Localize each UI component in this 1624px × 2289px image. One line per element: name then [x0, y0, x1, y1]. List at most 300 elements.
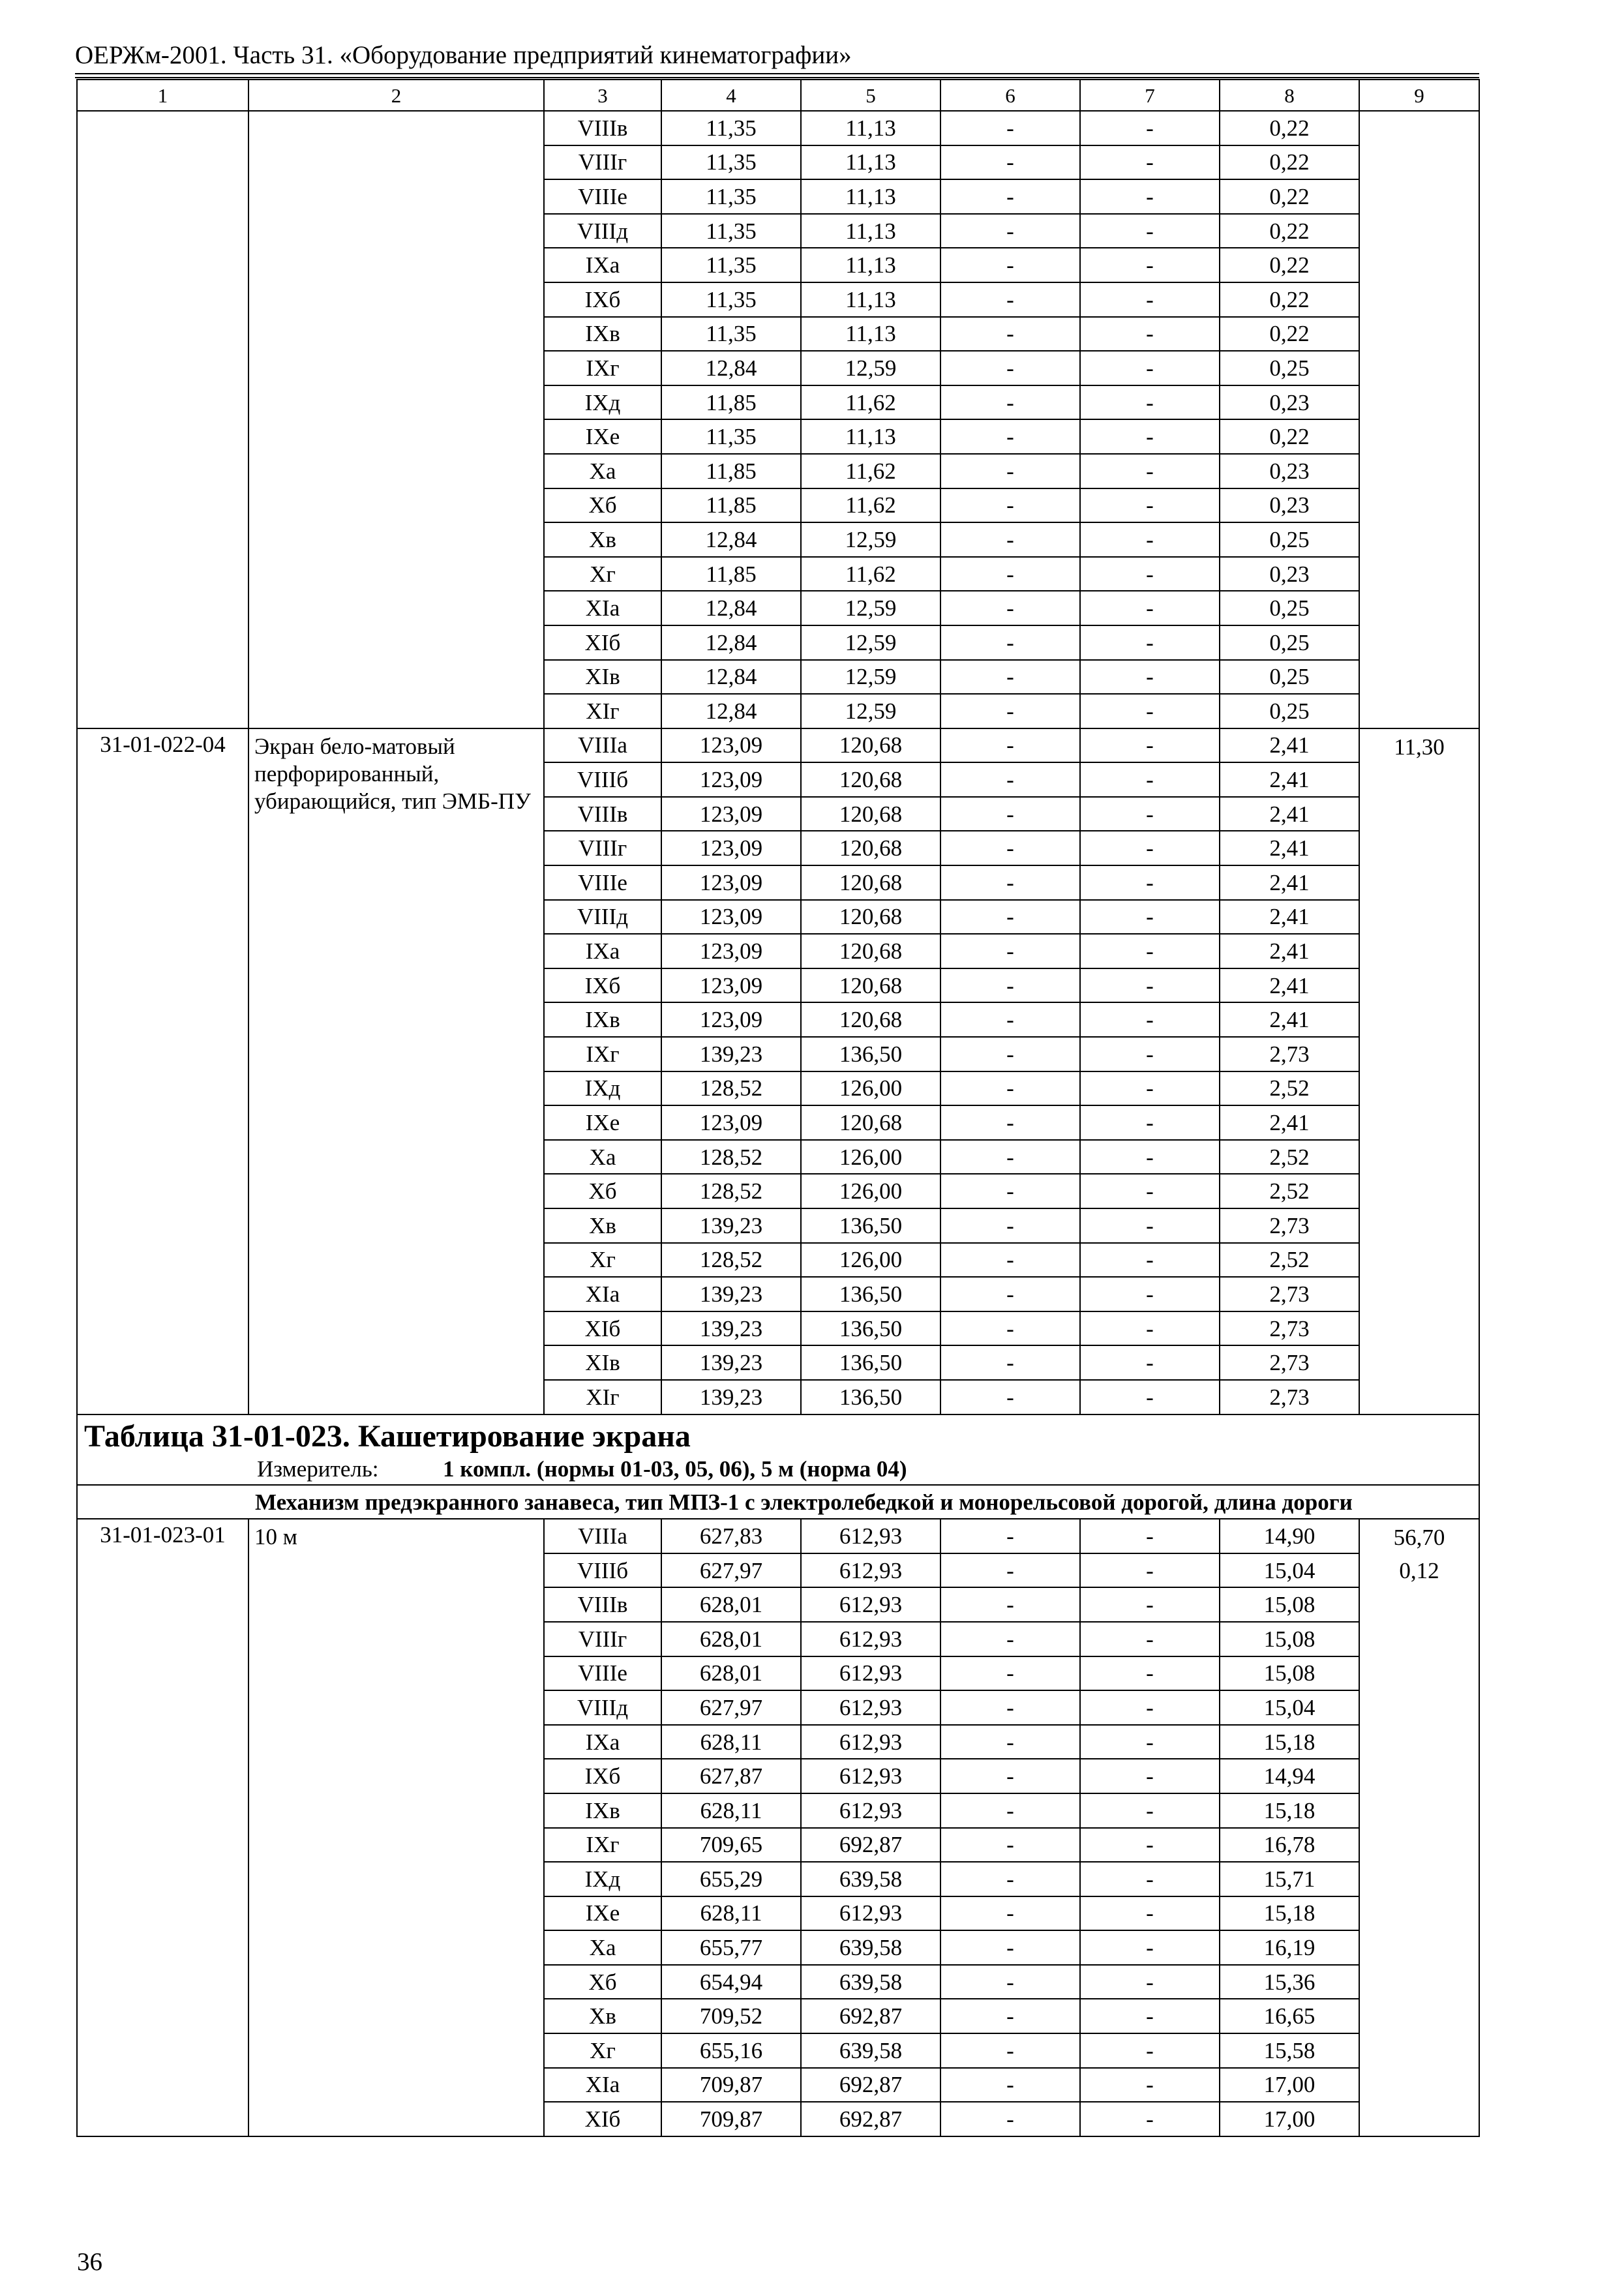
section-row	[77, 1414, 1479, 1486]
cell-total-cost: 709,52	[661, 1999, 801, 2033]
cell-labor-cost: 136,50	[801, 1208, 940, 1243]
cell-materials-cost: 15,18	[1220, 1725, 1359, 1759]
cell-labor-cost: 12,59	[801, 351, 940, 385]
cell-resource-category: XIа	[544, 2068, 661, 2102]
cell-resource-category: VIIIб	[544, 762, 661, 797]
cell-machinist-wage: -	[1080, 1656, 1220, 1691]
cell-resource-category: VIIIв	[544, 1587, 661, 1622]
col-number: 3	[544, 80, 661, 111]
cell-machinist-wage: -	[1080, 1311, 1220, 1346]
cell-machinist-wage: -	[1080, 1105, 1220, 1140]
cell-labor-cost: 11,13	[801, 179, 940, 214]
cell-labor-cost: 612,93	[801, 1622, 940, 1656]
cell-total-cost: 709,87	[661, 2068, 801, 2102]
cell-labor-cost: 120,68	[801, 728, 940, 763]
cell-total-cost: 128,52	[661, 1243, 801, 1278]
cell-materials-cost: 2,41	[1220, 728, 1359, 763]
cell-materials-cost: 15,36	[1220, 1965, 1359, 1999]
cell-machine-cost: -	[940, 1725, 1080, 1759]
cell-machine-cost: -	[940, 1311, 1080, 1346]
cell-machinist-wage: -	[1080, 1208, 1220, 1243]
cell-materials-cost: 0,25	[1220, 591, 1359, 625]
cell-total-cost: 11,35	[661, 419, 801, 454]
cell-total-cost: 11,85	[661, 557, 801, 591]
material-value: 11,30	[1394, 734, 1445, 760]
cell-resource-category: XIв	[544, 1345, 661, 1380]
norm-code: 31-01-023-01	[77, 1519, 248, 2136]
cell-total-cost: 123,09	[661, 968, 801, 1003]
cell-labor-cost: 612,93	[801, 1896, 940, 1931]
cell-total-cost: 655,77	[661, 1930, 801, 1965]
cell-machine-cost: -	[940, 1208, 1080, 1243]
col-number: 9	[1359, 80, 1479, 111]
cell-total-cost: 128,52	[661, 1140, 801, 1174]
cell-total-cost: 12,84	[661, 694, 801, 728]
cell-resource-category: XIб	[544, 1311, 661, 1346]
cell-labor-cost: 136,50	[801, 1380, 940, 1414]
cell-resource-category: VIIIб	[544, 1553, 661, 1588]
cell-machinist-wage: -	[1080, 1862, 1220, 1896]
cell-resource-category: VIIIа	[544, 1519, 661, 1553]
cell-machine-cost: -	[940, 934, 1080, 968]
cell-machine-cost: -	[940, 1037, 1080, 1071]
norm-code: 31-01-022-04	[77, 728, 248, 1414]
cell-machinist-wage: -	[1080, 145, 1220, 180]
cell-machine-cost: -	[940, 1930, 1080, 1965]
cell-labor-cost: 612,93	[801, 1656, 940, 1691]
material-consumption	[1359, 728, 1479, 1414]
cell-machine-cost: -	[940, 317, 1080, 352]
cell-machine-cost: -	[940, 865, 1080, 900]
cell-materials-cost: 15,58	[1220, 2033, 1359, 2068]
cell-resource-category: VIIIг	[544, 831, 661, 865]
cell-resource-category: XIб	[544, 625, 661, 660]
cell-resource-category: IXб	[544, 968, 661, 1003]
cell-labor-cost: 126,00	[801, 1140, 940, 1174]
cell-machinist-wage: -	[1080, 865, 1220, 900]
mechanism-title: Механизм предэкранного занавеса, тип МПЗ-1 с электролебедкой и монорельсовой дорогой, длина дороги	[77, 1485, 1479, 1519]
cell-materials-cost: 2,52	[1220, 1140, 1359, 1174]
cell-labor-cost: 11,62	[801, 385, 940, 420]
cell-materials-cost: 16,19	[1220, 1930, 1359, 1965]
cell-total-cost: 139,23	[661, 1311, 801, 1346]
cell-total-cost: 628,01	[661, 1587, 801, 1622]
cell-machine-cost: -	[940, 1243, 1080, 1278]
cell-materials-cost: 0,22	[1220, 317, 1359, 352]
cell-total-cost: 12,84	[661, 591, 801, 625]
cell-materials-cost: 2,52	[1220, 1071, 1359, 1106]
cell-machine-cost: -	[940, 2068, 1080, 2102]
header-rule	[75, 73, 1479, 74]
cell-resource-category: Xв	[544, 1208, 661, 1243]
cell-materials-cost: 0,22	[1220, 179, 1359, 214]
cell-resource-category: XIв	[544, 660, 661, 695]
cell-materials-cost: 17,00	[1220, 2068, 1359, 2102]
header-rule-2	[75, 77, 1479, 78]
cell-total-cost: 128,52	[661, 1071, 801, 1106]
cell-materials-cost: 2,73	[1220, 1380, 1359, 1414]
cell-machine-cost: -	[940, 1380, 1080, 1414]
cell-total-cost: 655,16	[661, 2033, 801, 2068]
cell-materials-cost: 15,08	[1220, 1656, 1359, 1691]
col-number: 8	[1220, 80, 1359, 111]
cell-labor-cost: 126,00	[801, 1243, 940, 1278]
cell-resource-category: IXе	[544, 419, 661, 454]
cell-machinist-wage: -	[1080, 1622, 1220, 1656]
cell-machine-cost: -	[940, 179, 1080, 214]
cell-labor-cost: 136,50	[801, 1037, 940, 1071]
table-row	[77, 111, 1479, 145]
cell-machinist-wage: -	[1080, 728, 1220, 763]
cell-resource-category: XIг	[544, 694, 661, 728]
cell-machinist-wage: -	[1080, 1930, 1220, 1965]
cell-total-cost: 11,35	[661, 145, 801, 180]
cell-materials-cost: 14,90	[1220, 1519, 1359, 1553]
cell-labor-cost: 692,87	[801, 1828, 940, 1863]
cell-machine-cost: -	[940, 1690, 1080, 1725]
cell-materials-cost: 0,25	[1220, 660, 1359, 695]
cell-resource-category: IXд	[544, 1862, 661, 1896]
cell-materials-cost: 15,71	[1220, 1862, 1359, 1896]
cell-machinist-wage: -	[1080, 591, 1220, 625]
cell-materials-cost: 2,73	[1220, 1277, 1359, 1311]
cell-total-cost: 627,97	[661, 1553, 801, 1588]
cell-labor-cost: 120,68	[801, 1002, 940, 1037]
cell-total-cost: 11,35	[661, 282, 801, 317]
cell-labor-cost: 612,93	[801, 1793, 940, 1828]
cell-materials-cost: 0,23	[1220, 385, 1359, 420]
norm-code	[77, 111, 248, 728]
cell-total-cost: 655,29	[661, 1862, 801, 1896]
cell-machinist-wage: -	[1080, 419, 1220, 454]
col-number: 2	[248, 80, 544, 111]
cell-machinist-wage: -	[1080, 1759, 1220, 1793]
cell-labor-cost: 12,59	[801, 625, 940, 660]
cell-machinist-wage: -	[1080, 1002, 1220, 1037]
cell-total-cost: 628,01	[661, 1622, 801, 1656]
cell-machine-cost: -	[940, 762, 1080, 797]
cell-total-cost: 11,35	[661, 111, 801, 145]
cell-machinist-wage: -	[1080, 1243, 1220, 1278]
page-header-title: ОЕРЖм-2001. Часть 31. «Оборудование предприятий кинематографии»	[75, 41, 852, 69]
cell-total-cost: 12,84	[661, 625, 801, 660]
cell-total-cost: 123,09	[661, 762, 801, 797]
cell-materials-cost: 0,22	[1220, 145, 1359, 180]
cell-machinist-wage: -	[1080, 1725, 1220, 1759]
cell-machinist-wage: -	[1080, 2102, 1220, 2136]
cell-labor-cost: 120,68	[801, 968, 940, 1003]
cell-machine-cost: -	[940, 454, 1080, 488]
cell-materials-cost: 15,18	[1220, 1793, 1359, 1828]
cell-machine-cost: -	[940, 1105, 1080, 1140]
cell-machinist-wage: -	[1080, 1553, 1220, 1588]
cell-machine-cost: -	[940, 1071, 1080, 1106]
cell-resource-category: IXг	[544, 1037, 661, 1071]
cell-total-cost: 628,11	[661, 1793, 801, 1828]
cell-total-cost: 139,23	[661, 1208, 801, 1243]
cell-total-cost: 628,01	[661, 1656, 801, 1691]
cell-total-cost: 123,09	[661, 934, 801, 968]
cell-resource-category: XIб	[544, 2102, 661, 2136]
cell-machine-cost: -	[940, 351, 1080, 385]
cell-resource-category: Xв	[544, 522, 661, 557]
cell-machine-cost: -	[940, 1999, 1080, 2033]
measure-label: Измеритель:	[257, 1456, 379, 1482]
cell-machinist-wage: -	[1080, 1587, 1220, 1622]
cell-machinist-wage: -	[1080, 1896, 1220, 1931]
cell-labor-cost: 692,87	[801, 2102, 940, 2136]
cell-materials-cost: 0,25	[1220, 522, 1359, 557]
cell-resource-category: Xв	[544, 1999, 661, 2033]
cell-materials-cost: 14,94	[1220, 1759, 1359, 1793]
cell-materials-cost: 17,00	[1220, 2102, 1359, 2136]
cell-total-cost: 628,11	[661, 1896, 801, 1931]
cell-materials-cost: 2,41	[1220, 968, 1359, 1003]
material-consumption	[1359, 111, 1479, 728]
cell-machinist-wage: -	[1080, 248, 1220, 282]
cell-labor-cost: 612,93	[801, 1553, 940, 1588]
cell-labor-cost: 120,68	[801, 797, 940, 831]
cell-labor-cost: 12,59	[801, 591, 940, 625]
cell-machine-cost: -	[940, 1345, 1080, 1380]
cell-labor-cost: 120,68	[801, 934, 940, 968]
cell-total-cost: 12,84	[661, 522, 801, 557]
cell-machinist-wage: -	[1080, 1793, 1220, 1828]
cell-machine-cost: -	[940, 282, 1080, 317]
cell-resource-category: VIIIв	[544, 797, 661, 831]
cell-materials-cost: 2,41	[1220, 865, 1359, 900]
cell-labor-cost: 11,13	[801, 145, 940, 180]
cell-resource-category: IXб	[544, 282, 661, 317]
cell-labor-cost: 136,50	[801, 1277, 940, 1311]
cell-materials-cost: 0,25	[1220, 351, 1359, 385]
col-number: 5	[801, 80, 940, 111]
cell-machinist-wage: -	[1080, 900, 1220, 935]
cell-machine-cost: -	[940, 625, 1080, 660]
cell-machine-cost: -	[940, 1140, 1080, 1174]
cell-machinist-wage: -	[1080, 1380, 1220, 1414]
cell-materials-cost: 15,04	[1220, 1690, 1359, 1725]
cell-materials-cost: 0,22	[1220, 248, 1359, 282]
cell-machine-cost: -	[940, 694, 1080, 728]
cell-machine-cost: -	[940, 660, 1080, 695]
material-value: 0,12	[1399, 1558, 1439, 1584]
cell-labor-cost: 11,13	[801, 419, 940, 454]
cell-materials-cost: 0,23	[1220, 557, 1359, 591]
cell-resource-category: VIIIе	[544, 1656, 661, 1691]
cell-resource-category: Xг	[544, 2033, 661, 2068]
cell-machinist-wage: -	[1080, 1690, 1220, 1725]
cell-machine-cost: -	[940, 1553, 1080, 1588]
cell-total-cost: 123,09	[661, 797, 801, 831]
cell-resource-category: Xа	[544, 1140, 661, 1174]
table-body	[77, 80, 1479, 2136]
cell-resource-category: VIIIд	[544, 214, 661, 248]
cell-materials-cost: 0,25	[1220, 625, 1359, 660]
cell-machine-cost: -	[940, 1277, 1080, 1311]
cell-materials-cost: 2,41	[1220, 1002, 1359, 1037]
cell-total-cost: 139,23	[661, 1277, 801, 1311]
cell-machine-cost: -	[940, 214, 1080, 248]
cell-machine-cost: -	[940, 1587, 1080, 1622]
cell-materials-cost: 2,41	[1220, 797, 1359, 831]
cell-resource-category: IXе	[544, 1896, 661, 1931]
cell-total-cost: 628,11	[661, 1725, 801, 1759]
cell-machinist-wage: -	[1080, 1828, 1220, 1863]
cell-total-cost: 11,85	[661, 454, 801, 488]
cell-total-cost: 12,84	[661, 660, 801, 695]
cell-total-cost: 139,23	[661, 1345, 801, 1380]
material-consumption	[1359, 1519, 1479, 2136]
col-number: 6	[940, 80, 1080, 111]
cell-labor-cost: 120,68	[801, 762, 940, 797]
cell-labor-cost: 120,68	[801, 900, 940, 935]
cell-machinist-wage: -	[1080, 351, 1220, 385]
cell-machine-cost: -	[940, 1002, 1080, 1037]
cell-labor-cost: 639,58	[801, 1862, 940, 1896]
cell-machine-cost: -	[940, 1896, 1080, 1931]
cell-resource-category: VIIIг	[544, 145, 661, 180]
norms-table	[76, 79, 1480, 2137]
cell-labor-cost: 126,00	[801, 1071, 940, 1106]
cell-materials-cost: 2,41	[1220, 900, 1359, 935]
cell-resource-category: IXа	[544, 248, 661, 282]
cell-total-cost: 11,35	[661, 317, 801, 352]
cell-resource-category: IXв	[544, 1793, 661, 1828]
cell-resource-category: VIIIд	[544, 1690, 661, 1725]
cell-materials-cost: 2,73	[1220, 1037, 1359, 1071]
cell-materials-cost: 0,22	[1220, 282, 1359, 317]
cell-machine-cost: -	[940, 797, 1080, 831]
cell-total-cost: 128,52	[661, 1174, 801, 1208]
cell-machinist-wage: -	[1080, 317, 1220, 352]
cell-materials-cost: 0,22	[1220, 111, 1359, 145]
cell-machinist-wage: -	[1080, 694, 1220, 728]
cell-resource-category: Xб	[544, 1174, 661, 1208]
cell-machinist-wage: -	[1080, 557, 1220, 591]
cell-machine-cost: -	[940, 522, 1080, 557]
cell-machinist-wage: -	[1080, 1965, 1220, 1999]
cell-machinist-wage: -	[1080, 968, 1220, 1003]
cell-materials-cost: 0,23	[1220, 454, 1359, 488]
cell-total-cost: 123,09	[661, 900, 801, 935]
cell-labor-cost: 11,62	[801, 488, 940, 523]
material-value: 56,70	[1393, 1525, 1445, 1551]
cell-machine-cost: -	[940, 728, 1080, 763]
cell-labor-cost: 639,58	[801, 1965, 940, 1999]
table-row	[77, 1519, 1479, 1553]
cell-materials-cost: 2,52	[1220, 1243, 1359, 1278]
col-number: 1	[77, 80, 248, 111]
cell-machine-cost: -	[940, 419, 1080, 454]
cell-labor-cost: 11,13	[801, 111, 940, 145]
cell-materials-cost: 15,08	[1220, 1587, 1359, 1622]
cell-resource-category: Xг	[544, 557, 661, 591]
cell-machinist-wage: -	[1080, 454, 1220, 488]
cell-materials-cost: 2,73	[1220, 1311, 1359, 1346]
cell-labor-cost: 11,62	[801, 557, 940, 591]
cell-machine-cost: -	[940, 488, 1080, 523]
cell-machine-cost: -	[940, 831, 1080, 865]
cell-resource-category: Xа	[544, 1930, 661, 1965]
cell-total-cost: 11,85	[661, 385, 801, 420]
cell-resource-category: VIIIг	[544, 1622, 661, 1656]
cell-machine-cost: -	[940, 557, 1080, 591]
cell-materials-cost: 2,41	[1220, 831, 1359, 865]
section-title: Таблица 31-01-023. Кашетирование экрана	[84, 1418, 691, 1454]
cell-machinist-wage: -	[1080, 1345, 1220, 1380]
cell-materials-cost: 0,23	[1220, 488, 1359, 523]
cell-materials-cost: 0,22	[1220, 214, 1359, 248]
cell-resource-category: Xб	[544, 488, 661, 523]
cell-labor-cost: 692,87	[801, 1999, 940, 2033]
cell-resource-category: IXв	[544, 1002, 661, 1037]
cell-machinist-wage: -	[1080, 797, 1220, 831]
cell-labor-cost: 136,50	[801, 1311, 940, 1346]
cell-machine-cost: -	[940, 900, 1080, 935]
cell-materials-cost: 2,41	[1220, 1105, 1359, 1140]
cell-machinist-wage: -	[1080, 1277, 1220, 1311]
cell-machinist-wage: -	[1080, 111, 1220, 145]
norm-name	[248, 111, 544, 728]
cell-materials-cost: 16,78	[1220, 1828, 1359, 1863]
col-number: 7	[1080, 80, 1220, 111]
page-number: 36	[77, 2248, 102, 2276]
mechanism-row	[77, 1485, 1479, 1519]
cell-machinist-wage: -	[1080, 1519, 1220, 1553]
cell-machine-cost: -	[940, 1656, 1080, 1691]
cell-resource-category: IXв	[544, 317, 661, 352]
cell-materials-cost: 0,25	[1220, 694, 1359, 728]
cell-resource-category: Xг	[544, 1243, 661, 1278]
cell-machinist-wage: -	[1080, 522, 1220, 557]
cell-labor-cost: 120,68	[801, 1105, 940, 1140]
cell-total-cost: 709,87	[661, 2102, 801, 2136]
cell-resource-category: IXа	[544, 934, 661, 968]
cell-machine-cost: -	[940, 2102, 1080, 2136]
cell-materials-cost: 16,65	[1220, 1999, 1359, 2033]
cell-materials-cost: 15,18	[1220, 1896, 1359, 1931]
cell-labor-cost: 612,93	[801, 1725, 940, 1759]
cell-machinist-wage: -	[1080, 385, 1220, 420]
cell-resource-category: Xа	[544, 454, 661, 488]
cell-labor-cost: 612,93	[801, 1759, 940, 1793]
cell-total-cost: 11,85	[661, 488, 801, 523]
cell-total-cost: 11,35	[661, 248, 801, 282]
cell-machinist-wage: -	[1080, 1140, 1220, 1174]
cell-machinist-wage: -	[1080, 282, 1220, 317]
cell-total-cost: 123,09	[661, 865, 801, 900]
cell-machinist-wage: -	[1080, 660, 1220, 695]
cell-labor-cost: 11,13	[801, 317, 940, 352]
cell-resource-category: IXг	[544, 1828, 661, 1863]
section-header	[77, 1414, 1479, 1486]
cell-machinist-wage: -	[1080, 831, 1220, 865]
cell-machine-cost: -	[940, 591, 1080, 625]
cell-total-cost: 654,94	[661, 1965, 801, 1999]
cell-labor-cost: 136,50	[801, 1345, 940, 1380]
cell-total-cost: 123,09	[661, 831, 801, 865]
cell-machine-cost: -	[940, 1759, 1080, 1793]
cell-total-cost: 123,09	[661, 1002, 801, 1037]
cell-labor-cost: 11,13	[801, 282, 940, 317]
cell-machine-cost: -	[940, 385, 1080, 420]
cell-machinist-wage: -	[1080, 214, 1220, 248]
cell-machine-cost: -	[940, 968, 1080, 1003]
cell-materials-cost: 0,22	[1220, 419, 1359, 454]
cell-resource-category: XIг	[544, 1380, 661, 1414]
cell-labor-cost: 120,68	[801, 831, 940, 865]
